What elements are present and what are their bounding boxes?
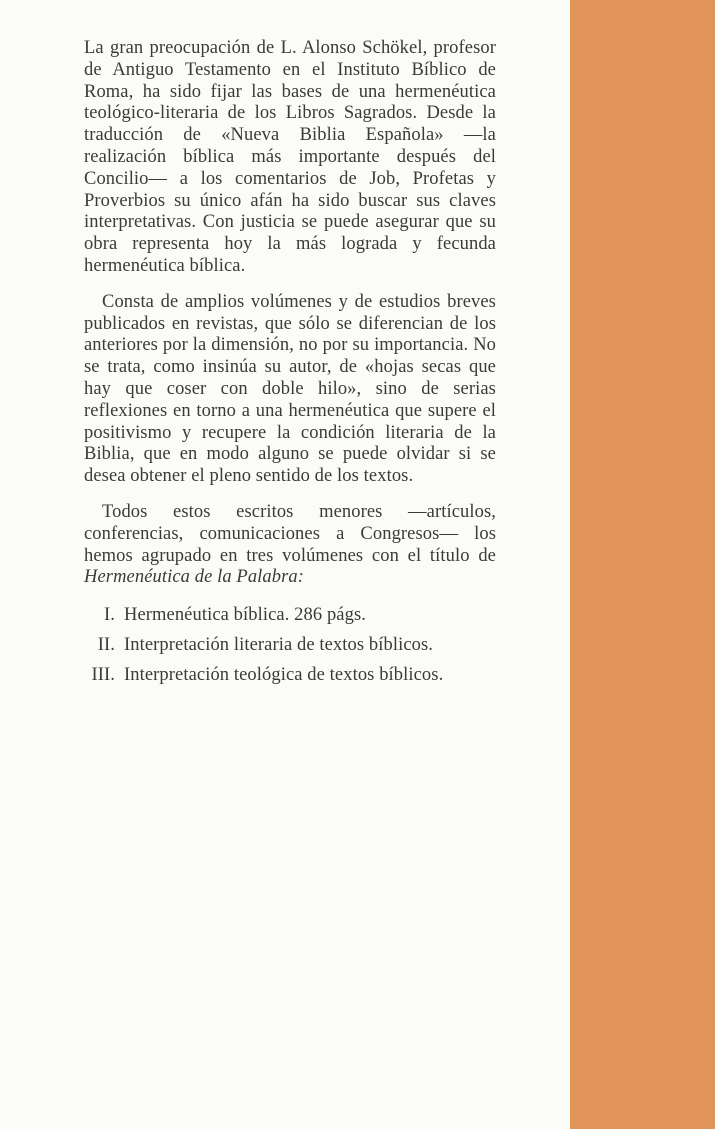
series-title: Hermenéutica de la Palabra:	[84, 567, 305, 588]
volume-numeral: I.	[104, 605, 115, 626]
volume-numeral: III.	[91, 665, 115, 686]
volume-title: Interpretación teológica de textos bíblicos.	[124, 665, 444, 686]
paragraph-volumes-intro	[84, 502, 496, 589]
volume-title: Interpretación literaria de textos bíblicos.	[124, 635, 434, 656]
volume-title: Hermenéutica bíblica. 286 págs.	[124, 605, 366, 626]
volume-item	[84, 663, 496, 687]
volumes-intro-text: Todos estos escritos menores —artículos, conferencias, comunicaciones a Congresos— los hemos agrupado en tres volúmenes con el título de	[84, 501, 496, 566]
blurb-text	[84, 38, 496, 693]
volume-list	[84, 603, 496, 687]
paragraph-works: Consta de amplios volúmenes y de estudios breves publicados en revistas, que sólo se diferencian de los anteriores por la dimensión, no por su importancia. No se trata, como insinúa su autor, de «hojas secas que hay que coser con doble hilo», sino de serias reflexiones en torno a una hermenéutica que supere el positivismo y recupere la condición literaria de la Biblia, que en modo alguno se puede olvidar si se desea obtener el pleno sentido de los textos.	[84, 291, 496, 487]
volume-item	[84, 603, 496, 627]
volume-numeral: II.	[97, 635, 115, 656]
cover-color-strip	[570, 0, 715, 1129]
volume-item	[84, 633, 496, 657]
paragraph-intro: La gran preocupación de L. Alonso Schökel, profesor de Antiguo Testamento en el Instituto Bíblico de Roma, ha sido fijar las bases de una hermenéutica teológico-literaria de los Libros Sagrados. Desde la traducción de «Nueva Biblia Española» —la realización bíblica más importante después del Concilio— a los comentarios de Job, Profetas y Proverbios su único afán ha sido buscar sus claves interpretativas. Con justicia se puede asegurar que su obra representa hoy la más lograda y fecunda hermenéutica bíblica.	[84, 38, 496, 276]
